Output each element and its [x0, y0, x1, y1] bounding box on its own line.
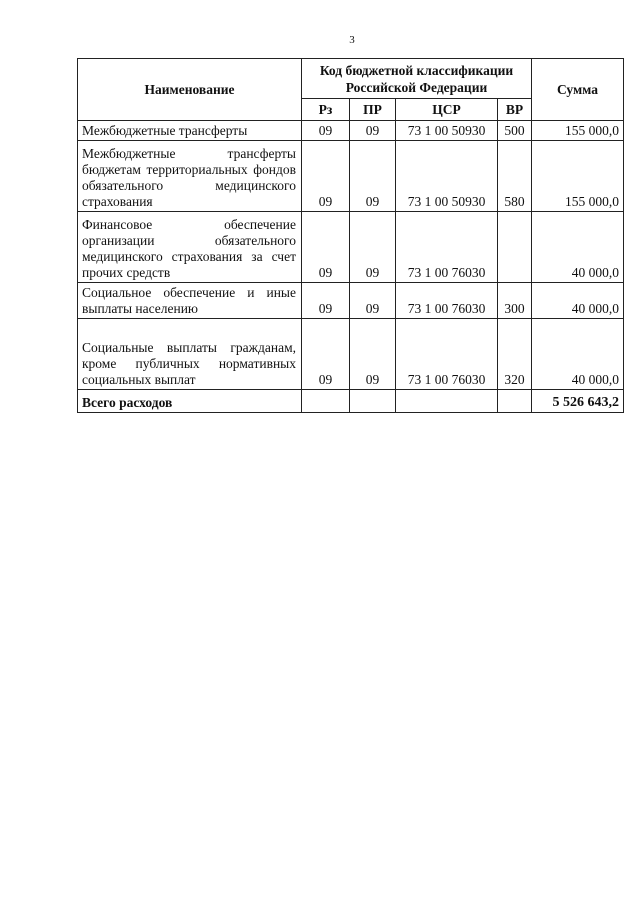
row-name: Межбюджетные трансферты — [78, 121, 302, 141]
table-row — [78, 121, 624, 141]
row-pr: 09 — [350, 141, 396, 212]
total-row — [78, 390, 624, 413]
header-sum: Сумма — [532, 59, 624, 121]
row-vr: 500 — [498, 121, 532, 141]
row-csr: 73 1 00 50930 — [396, 121, 498, 141]
budget-classification-table — [77, 58, 624, 413]
total-sum: 5 526 643,2 — [532, 390, 624, 413]
row-vr: 300 — [498, 283, 532, 319]
row-pr: 09 — [350, 319, 396, 390]
row-pr: 09 — [350, 212, 396, 283]
row-name: Финансовое обеспечение организации обязательного медицинского страхования за счет прочих средств — [78, 212, 302, 283]
header-csr: ЦСР — [396, 99, 498, 121]
row-csr: 73 1 00 76030 — [396, 283, 498, 319]
row-sum: 40 000,0 — [532, 283, 624, 319]
row-pr: 09 — [350, 121, 396, 141]
row-rz: 09 — [302, 141, 350, 212]
row-rz: 09 — [302, 283, 350, 319]
row-name: Социальные выплаты гражданам, кроме публичных нормативных социальных выплат — [78, 319, 302, 390]
row-csr: 73 1 00 50930 — [396, 141, 498, 212]
table-row — [78, 212, 624, 283]
row-vr: 320 — [498, 319, 532, 390]
total-label: Всего расходов — [78, 390, 302, 413]
header-vr: ВР — [498, 99, 532, 121]
table-header — [78, 59, 624, 121]
table-row — [78, 283, 624, 319]
row-sum: 155 000,0 — [532, 141, 624, 212]
header-classification-code: Код бюджетной классификации Российской Федерации — [302, 59, 532, 99]
row-sum: 40 000,0 — [532, 319, 624, 390]
row-vr — [498, 212, 532, 283]
table-row — [78, 319, 624, 390]
row-rz: 09 — [302, 212, 350, 283]
row-rz: 09 — [302, 121, 350, 141]
total-vr-empty — [498, 390, 532, 413]
row-sum: 40 000,0 — [532, 212, 624, 283]
header-pr: ПР — [350, 99, 396, 121]
row-name: Социальное обеспечение и иные выплаты населению — [78, 283, 302, 319]
row-csr: 73 1 00 76030 — [396, 212, 498, 283]
row-csr: 73 1 00 76030 — [396, 319, 498, 390]
header-rz: Рз — [302, 99, 350, 121]
row-sum: 155 000,0 — [532, 121, 624, 141]
row-rz: 09 — [302, 319, 350, 390]
page-number: 3 — [349, 34, 355, 46]
row-name: Межбюджетные трансферты бюджетам территориальных фондов обязательного медицинского страхования — [78, 141, 302, 212]
total-pr-empty — [350, 390, 396, 413]
table-body — [78, 121, 624, 413]
header-name: Наименование — [78, 59, 302, 121]
table-row — [78, 141, 624, 212]
total-rz-empty — [302, 390, 350, 413]
row-pr: 09 — [350, 283, 396, 319]
row-vr: 580 — [498, 141, 532, 212]
total-csr-empty — [396, 390, 498, 413]
